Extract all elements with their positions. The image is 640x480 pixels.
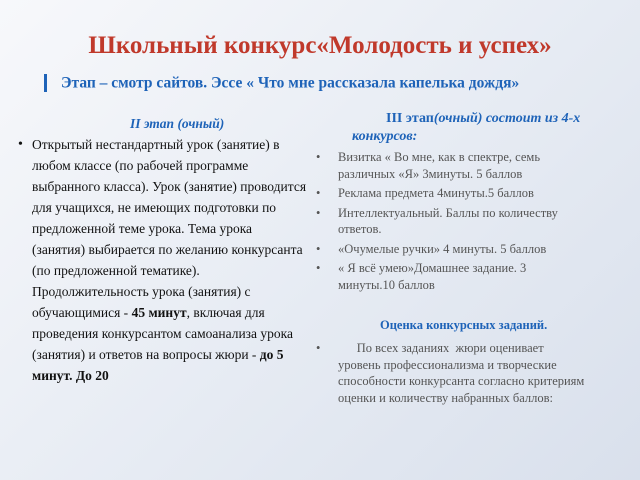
left-column-paragraph (18, 134, 308, 386)
list-item: • « Я всё умею»Домашнее задание. 3 минуты.10 баллов (316, 260, 586, 293)
evaluation-heading: Оценка конкурсных заданий. (380, 318, 548, 332)
evaluation-list (316, 340, 586, 406)
page-title: Школьный конкурс«Молодость и успех» (88, 32, 552, 59)
contests-list (316, 149, 586, 296)
right-heading-rest: (очный) состоит из 4-х конкурсов: (352, 111, 581, 144)
left-text-duration: 45 минут (131, 305, 187, 320)
left-text-answer-time: до 5 минут. До 20 (32, 347, 284, 383)
list-item: • Интеллектуальный. Баллы по количеству ответов. (316, 205, 586, 238)
subtitle-row (44, 74, 640, 92)
list-item: • По всех заданиях жюри оценивает уровень профессионализма и творческие способности конкурсанта согласно критериям оценки и количеству набранных баллов: (316, 340, 586, 406)
subtitle: Этап – смотр сайтов. Эссе « Что мне рассказала капелька дождя» (61, 74, 520, 92)
list-item: • Реклама предмета 4минуты.5 баллов (316, 185, 586, 202)
list-item: • Визитка « Во мне, как в спектре, семь различных «Я» 3минуты. 5 баллов (316, 149, 586, 182)
accent-bar (44, 74, 47, 92)
left-text-mid: , включая для проведения конкурсантом самоанализа урока (занятия) и ответов на вопросы жюри - (32, 305, 293, 362)
left-column-heading: II этап (очный) (130, 116, 225, 131)
left-text-main: Открытый нестандартный урок (занятие) в любом классе (по рабочей программе выбранного класса). Урок (занятие) проводится для учащихся, не имеющих подготовки по предложенной теме урока. Тема урока (занятия) выбирается по желанию конкурсанта (по предложенной тематике). Продолжительность урока (занятия) с обучающимися - (32, 137, 307, 320)
right-column-heading (352, 110, 592, 146)
right-heading-stage: III этап (386, 111, 434, 126)
left-column-list (18, 134, 308, 386)
list-item: • «Очумелые ручки» 4 минуты. 5 баллов (316, 241, 586, 258)
